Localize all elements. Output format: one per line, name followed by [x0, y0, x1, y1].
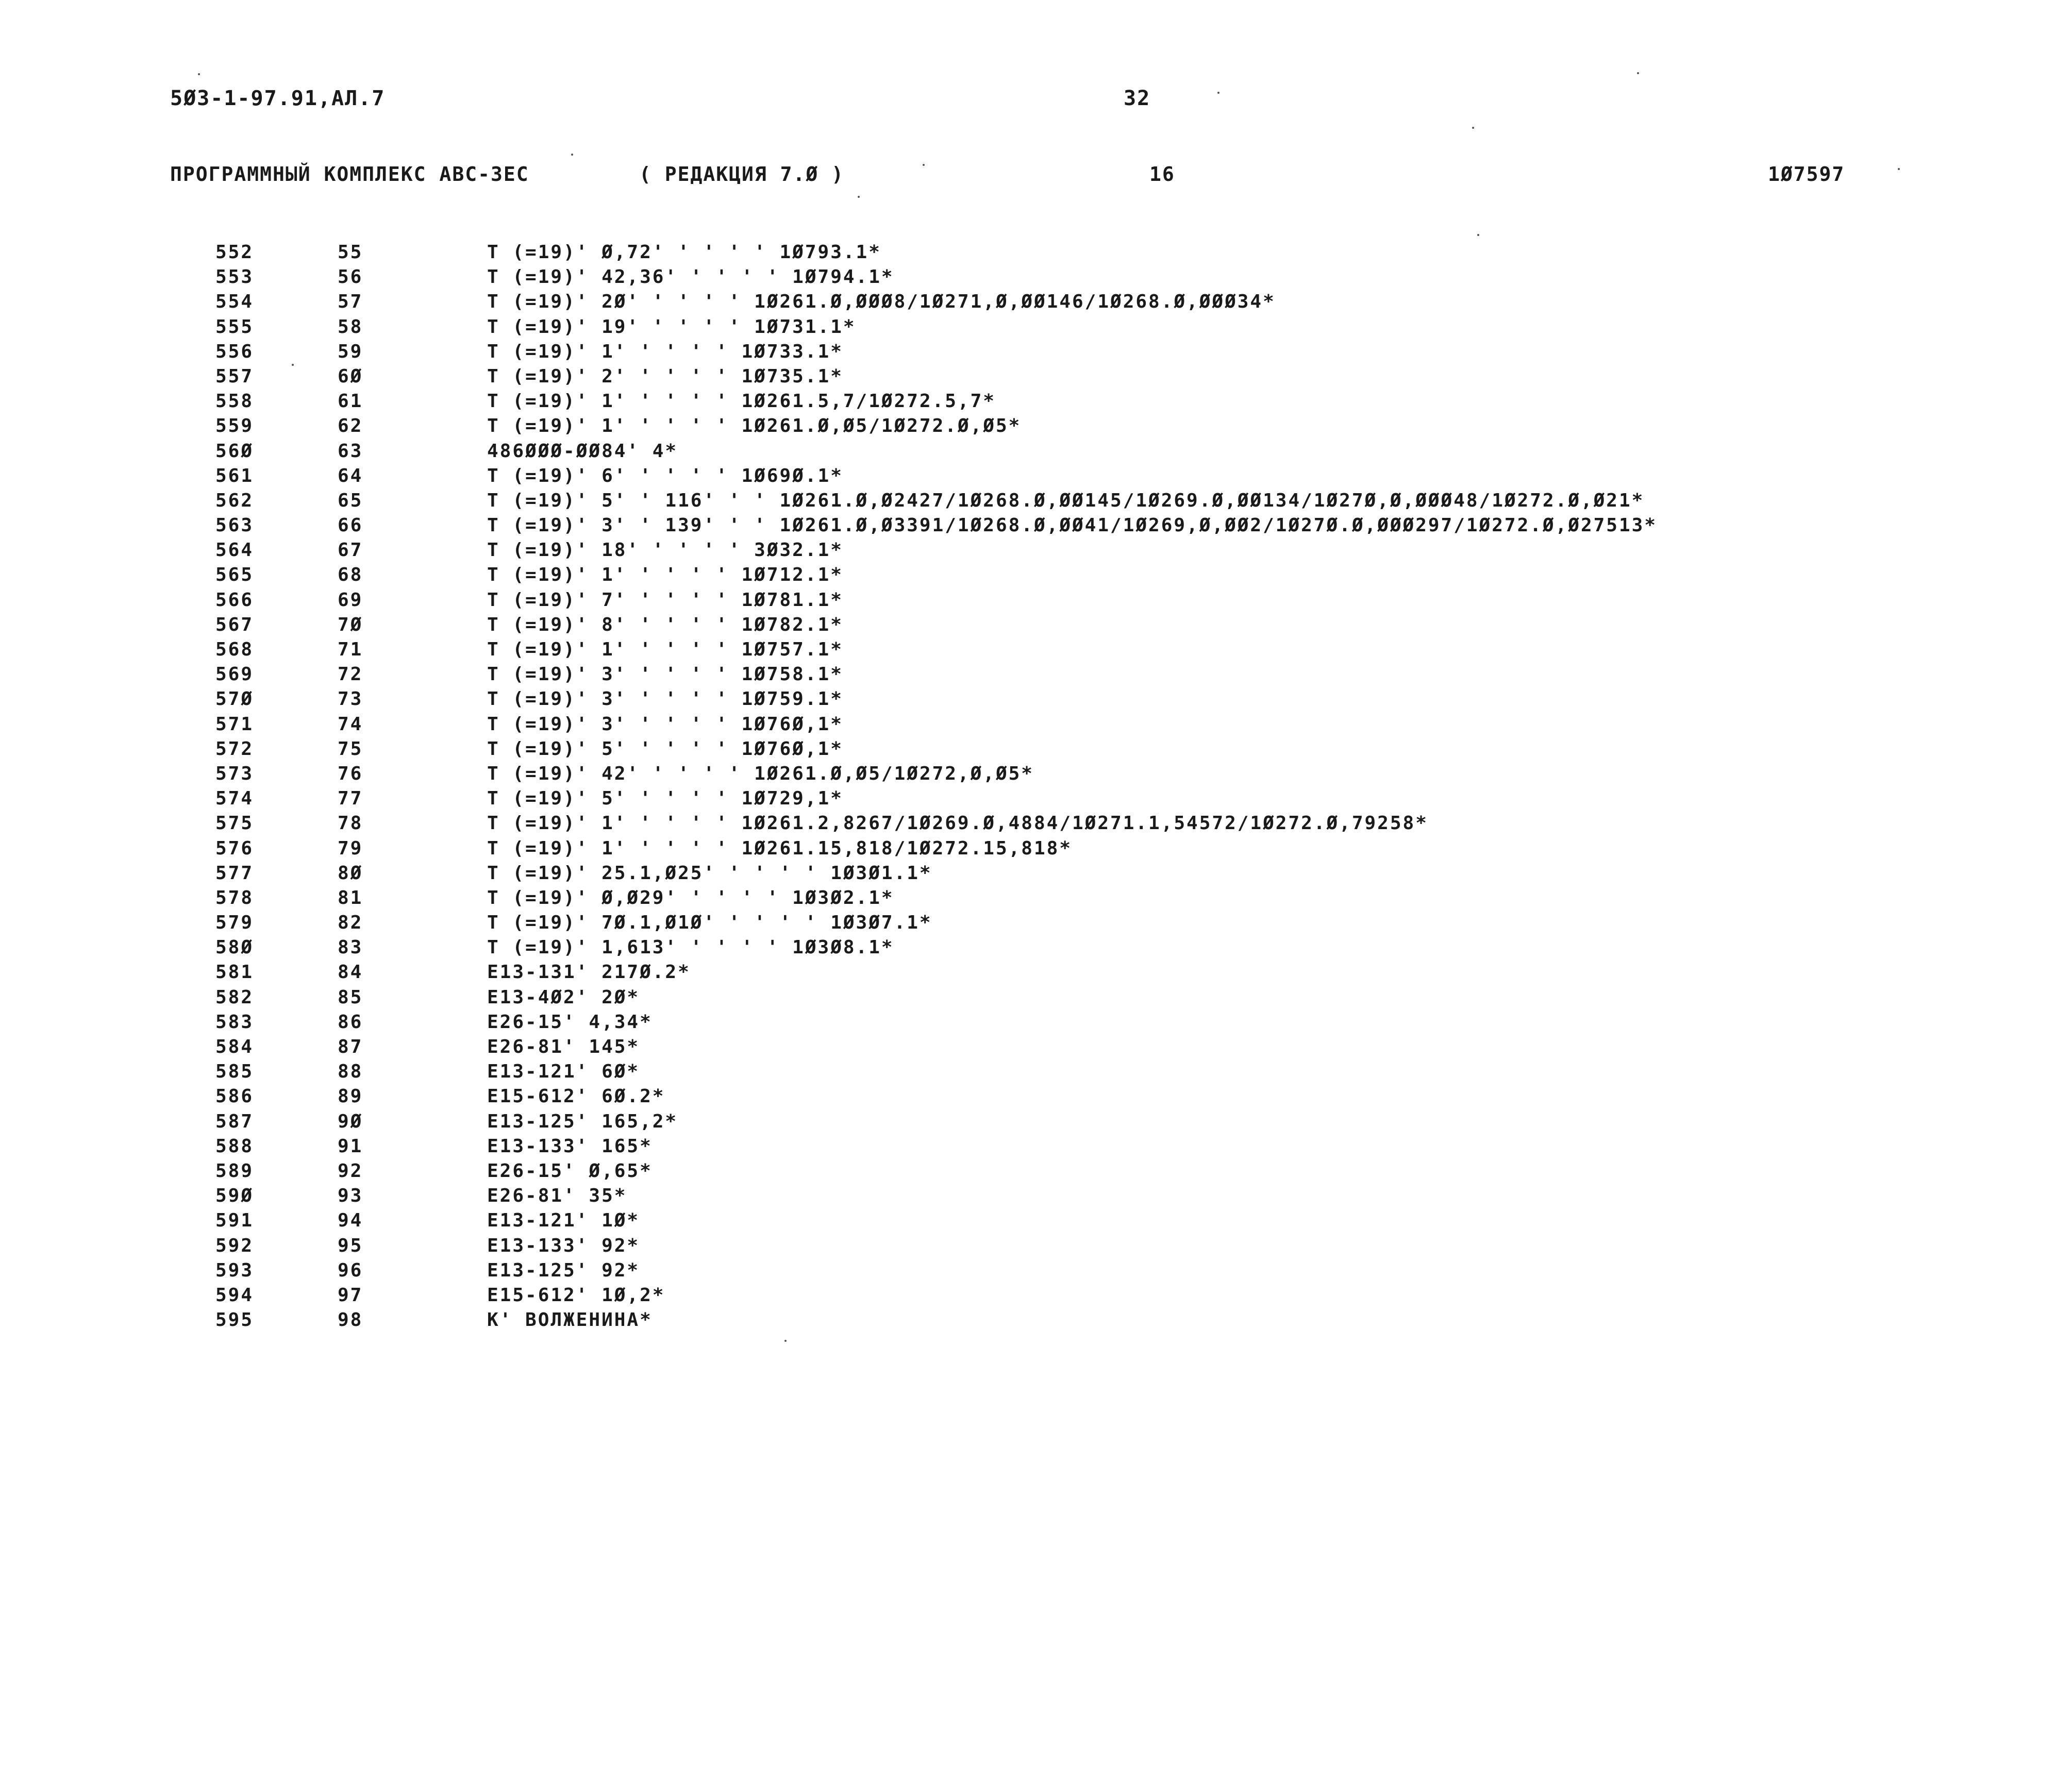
- line-number: 595: [215, 1309, 254, 1331]
- statement-number: 75: [338, 738, 363, 760]
- line-number: 581: [215, 962, 254, 983]
- listing-row: [0, 1010, 2072, 1035]
- line-number: 586: [215, 1086, 254, 1107]
- listing-row: [0, 538, 2072, 563]
- line-number: 566: [215, 589, 254, 611]
- statement-text: T (=19)' 3' ' 139' ' ' 1Ø261.Ø,Ø3391/1Ø268.Ø,ØØ41/1Ø269,Ø,ØØ2/1Ø27Ø.Ø,ØØØ297/1Ø272.Ø,Ø27513*: [487, 515, 1657, 536]
- statement-text: T (=19)' 2Ø' ' ' ' ' 1Ø261.Ø,ØØØ8/1Ø271,Ø,ØØ146/1Ø268.Ø,ØØØ34*: [487, 291, 1276, 313]
- statement-number: 67: [338, 540, 363, 561]
- statement-text: T (=19)' 3' ' ' ' ' 1Ø759.1*: [487, 688, 843, 710]
- statement-text: T (=19)' 42,36' ' ' ' ' 1Ø794.1*: [487, 266, 894, 288]
- listing-row: [0, 240, 2072, 265]
- listing-row: [0, 762, 2072, 786]
- statement-number: 59: [338, 341, 363, 362]
- listing-row: [0, 737, 2072, 762]
- statement-text: T (=19)' 5' ' ' ' ' 1Ø76Ø,1*: [487, 738, 843, 760]
- statement-text: T (=19)' 1' ' ' ' ' 1Ø261.Ø,Ø5/1Ø272.Ø,Ø5*: [487, 415, 1022, 437]
- scan-speck: [198, 73, 200, 75]
- line-number: 583: [215, 1011, 254, 1033]
- listing-row: [0, 687, 2072, 712]
- statement-number: 72: [338, 664, 363, 685]
- listing-row: [0, 439, 2072, 464]
- listing-row: [0, 414, 2072, 439]
- statement-number: 7Ø: [338, 614, 363, 635]
- job-code: 1Ø7597: [1768, 163, 1845, 186]
- statement-number: 96: [338, 1259, 363, 1281]
- statement-number: 63: [338, 440, 363, 462]
- statement-text: T (=19)' 1' ' ' ' ' 1Ø261.2,8267/1Ø269.Ø,4884/1Ø271.1,54572/1Ø272.Ø,79258*: [487, 813, 1428, 834]
- listing-row: [0, 637, 2072, 662]
- statement-number: 88: [338, 1061, 363, 1083]
- scan-speck: [784, 1340, 787, 1342]
- statement-number: 87: [338, 1036, 363, 1057]
- listing-row: [0, 985, 2072, 1010]
- line-number: 575: [215, 813, 254, 834]
- listing-row: [0, 1109, 2072, 1134]
- line-number: 592: [215, 1235, 254, 1256]
- statement-text: T (=19)' 2' ' ' ' ' 1Ø735.1*: [487, 365, 843, 387]
- listing-row: [0, 290, 2072, 314]
- listing-row: [0, 1308, 2072, 1333]
- line-number: 559: [215, 415, 254, 437]
- statement-text: T (=19)' 18' ' ' ' ' 3Ø32.1*: [487, 540, 843, 561]
- statement-number: 79: [338, 837, 363, 859]
- sheet-number: 16: [1149, 163, 1175, 186]
- line-number: 561: [215, 465, 254, 486]
- line-number: 577: [215, 862, 254, 884]
- listing-row: [0, 513, 2072, 538]
- line-number: 553: [215, 266, 254, 288]
- statement-text: E13-121' 6Ø*: [487, 1061, 640, 1083]
- statement-number: 95: [338, 1235, 363, 1256]
- line-number: 587: [215, 1110, 254, 1132]
- scan-speck: [1477, 234, 1479, 236]
- line-number: 574: [215, 788, 254, 810]
- listing-row: [0, 786, 2072, 811]
- statement-text: T (=19)' 1' ' ' ' ' 1Ø261.15,818/1Ø272.15,818*: [487, 837, 1072, 859]
- statement-number: 58: [338, 316, 363, 338]
- document-code: 5Ø3-1-97.91,АЛ.7: [170, 87, 386, 110]
- line-number: 584: [215, 1036, 254, 1057]
- line-number: 593: [215, 1259, 254, 1281]
- statement-number: 61: [338, 391, 363, 412]
- statement-text: E13-125' 92*: [487, 1259, 640, 1281]
- statement-number: 85: [338, 986, 363, 1008]
- listing-row: [0, 836, 2072, 861]
- page-number: 32: [1124, 87, 1151, 110]
- statement-number: 83: [338, 937, 363, 958]
- line-number: 554: [215, 291, 254, 313]
- line-number: 567: [215, 614, 254, 635]
- statement-number: 8Ø: [338, 862, 363, 884]
- statement-number: 98: [338, 1309, 363, 1331]
- listing-row: [0, 340, 2072, 364]
- statement-text: T (=19)' Ø,Ø29' ' ' ' ' 1Ø3Ø2.1*: [487, 887, 894, 908]
- line-number: 56Ø: [215, 440, 254, 462]
- statement-number: 55: [338, 242, 363, 263]
- program-header: [0, 163, 2072, 189]
- statement-number: 86: [338, 1011, 363, 1033]
- statement-text: E26-81' 145*: [487, 1036, 640, 1057]
- line-number: 582: [215, 986, 254, 1008]
- scan-speck: [292, 364, 294, 366]
- line-number: 562: [215, 490, 254, 511]
- listing-row: [0, 662, 2072, 687]
- statement-number: 64: [338, 465, 363, 486]
- statement-text: E13-125' 165,2*: [487, 1110, 678, 1132]
- line-number: 58Ø: [215, 937, 254, 958]
- listing-row: [0, 364, 2072, 389]
- line-number: 576: [215, 837, 254, 859]
- statement-number: 78: [338, 813, 363, 834]
- line-number: 585: [215, 1061, 254, 1083]
- listing-row: [0, 489, 2072, 513]
- statement-number: 66: [338, 515, 363, 536]
- statement-text: T (=19)' Ø,72' ' ' ' ' 1Ø793.1*: [487, 242, 881, 263]
- line-number: 588: [215, 1135, 254, 1157]
- statement-text: E26-15' 4,34*: [487, 1011, 653, 1033]
- statement-number: 9Ø: [338, 1110, 363, 1132]
- listing-row: [0, 1184, 2072, 1208]
- listing-row: [0, 811, 2072, 836]
- scan-speck: [923, 164, 925, 166]
- statement-number: 71: [338, 639, 363, 660]
- scan-speck: [1217, 92, 1219, 94]
- line-number: 568: [215, 639, 254, 660]
- listing-row: [0, 315, 2072, 340]
- line-number: 57Ø: [215, 688, 254, 710]
- line-number: 565: [215, 564, 254, 586]
- statement-number: 91: [338, 1135, 363, 1157]
- listing-row: [0, 588, 2072, 613]
- statement-number: 57: [338, 291, 363, 313]
- statement-number: 76: [338, 763, 363, 784]
- line-number: 591: [215, 1210, 254, 1232]
- line-number: 589: [215, 1160, 254, 1182]
- statement-number: 62: [338, 415, 363, 437]
- statement-number: 68: [338, 564, 363, 586]
- statement-text: T (=19)' 42' ' ' ' ' 1Ø261.Ø,Ø5/1Ø272,Ø,Ø5*: [487, 763, 1034, 784]
- statement-number: 77: [338, 788, 363, 810]
- listing-row: [0, 563, 2072, 587]
- statement-text: T (=19)' 6' ' ' ' ' 1Ø69Ø.1*: [487, 465, 843, 486]
- statement-number: 69: [338, 589, 363, 611]
- line-number: 556: [215, 341, 254, 362]
- statement-number: 97: [338, 1284, 363, 1306]
- listing-row: [0, 1283, 2072, 1308]
- listing-row: [0, 1059, 2072, 1084]
- statement-text: T (=19)' 1,613' ' ' ' ' 1Ø3Ø8.1*: [487, 937, 894, 958]
- line-number: 573: [215, 763, 254, 784]
- listing-row: [0, 1035, 2072, 1059]
- listing-row: [0, 389, 2072, 414]
- statement-number: 65: [338, 490, 363, 511]
- listing-row: [0, 1159, 2072, 1184]
- statement-text: E26-15' Ø,65*: [487, 1160, 653, 1182]
- line-number: 555: [215, 316, 254, 338]
- statement-text: T (=19)' 5' ' 116' ' ' 1Ø261.Ø,Ø2427/1Ø268.Ø,ØØ145/1Ø269.Ø,ØØ134/1Ø27Ø,Ø,ØØØ48/1Ø272.Ø,Ø21*: [487, 490, 1645, 511]
- listing-row: [0, 911, 2072, 935]
- line-number: 557: [215, 365, 254, 387]
- listing-row: [0, 1084, 2072, 1109]
- statement-text: E13-133' 92*: [487, 1235, 640, 1256]
- scan-speck: [1898, 168, 1900, 170]
- statement-text: E13-133' 165*: [487, 1135, 653, 1157]
- statement-number: 92: [338, 1160, 363, 1182]
- statement-text: E13-4Ø2' 2Ø*: [487, 986, 640, 1008]
- statement-text: T (=19)' 1' ' ' ' ' 1Ø712.1*: [487, 564, 843, 586]
- statement-text: T (=19)' 25.1,Ø25' ' ' ' ' 1Ø3Ø1.1*: [487, 862, 932, 884]
- line-number: 594: [215, 1284, 254, 1306]
- statement-number: 6Ø: [338, 365, 363, 387]
- line-number: 558: [215, 391, 254, 412]
- statement-number: 73: [338, 688, 363, 710]
- listing-body: [0, 240, 2072, 1333]
- statement-text: E26-81' 35*: [487, 1185, 627, 1207]
- statement-text: T (=19)' 1' ' ' ' ' 1Ø733.1*: [487, 341, 843, 362]
- listing-row: [0, 1134, 2072, 1159]
- listing-row: [0, 886, 2072, 911]
- statement-number: 74: [338, 713, 363, 735]
- line-number: 569: [215, 664, 254, 685]
- line-number: 579: [215, 912, 254, 934]
- listing-row: [0, 1234, 2072, 1258]
- statement-text: T (=19)' 1' ' ' ' ' 1Ø757.1*: [487, 639, 843, 660]
- statement-text: T (=19)' 1' ' ' ' ' 1Ø261.5,7/1Ø272.5,7*: [487, 391, 996, 412]
- statement-text: E13-121' 1Ø*: [487, 1210, 640, 1232]
- scan-speck: [858, 196, 860, 198]
- statement-text: T (=19)' 3' ' ' ' ' 1Ø758.1*: [487, 664, 843, 685]
- statement-number: 84: [338, 962, 363, 983]
- statement-text: T (=19)' 7' ' ' ' ' 1Ø781.1*: [487, 589, 843, 611]
- statement-number: 82: [338, 912, 363, 934]
- line-number: 571: [215, 713, 254, 735]
- statement-text: E15-612' 6Ø.2*: [487, 1086, 665, 1107]
- statement-number: 56: [338, 266, 363, 288]
- line-number: 552: [215, 242, 254, 263]
- statement-text: T (=19)' 3' ' ' ' ' 1Ø76Ø,1*: [487, 713, 843, 735]
- listing-row: [0, 935, 2072, 960]
- statement-text: T (=19)' 7Ø.1,Ø1Ø' ' ' ' ' 1Ø3Ø7.1*: [487, 912, 932, 934]
- listing-row: [0, 1208, 2072, 1233]
- statement-text: T (=19)' 8' ' ' ' ' 1Ø782.1*: [487, 614, 843, 635]
- line-number: 578: [215, 887, 254, 908]
- scan-speck: [1637, 72, 1639, 74]
- line-number: 572: [215, 738, 254, 760]
- listing-row: [0, 265, 2072, 290]
- program-title: ПРОГРАММНЫЙ КОМПЛЕКС АВС-3ЕС: [170, 163, 529, 186]
- statement-number: 81: [338, 887, 363, 908]
- scan-speck: [1472, 127, 1474, 129]
- statement-text: T (=19)' 5' ' ' ' ' 1Ø729,1*: [487, 788, 843, 810]
- listing-row: [0, 960, 2072, 985]
- listing-row: [0, 613, 2072, 637]
- statement-text: K' ВОЛЖЕНИНА*: [487, 1309, 653, 1331]
- line-number: 564: [215, 540, 254, 561]
- listing-row: [0, 712, 2072, 737]
- statement-text: T (=19)' 19' ' ' ' ' 1Ø731.1*: [487, 316, 856, 338]
- listing-row: [0, 861, 2072, 886]
- statement-text: E15-612' 1Ø,2*: [487, 1284, 665, 1306]
- statement-text: 486ØØØ-ØØ84' 4*: [487, 440, 678, 462]
- statement-number: 93: [338, 1185, 363, 1207]
- listing-row: [0, 464, 2072, 489]
- statement-text: E13-131' 217Ø.2*: [487, 962, 691, 983]
- scan-speck: [571, 154, 573, 156]
- statement-number: 94: [338, 1210, 363, 1232]
- listing-row: [0, 1258, 2072, 1283]
- edition-label: ( РЕДАКЦИЯ 7.Ø ): [639, 163, 845, 186]
- line-number: 59Ø: [215, 1185, 254, 1207]
- statement-number: 89: [338, 1086, 363, 1107]
- line-number: 563: [215, 515, 254, 536]
